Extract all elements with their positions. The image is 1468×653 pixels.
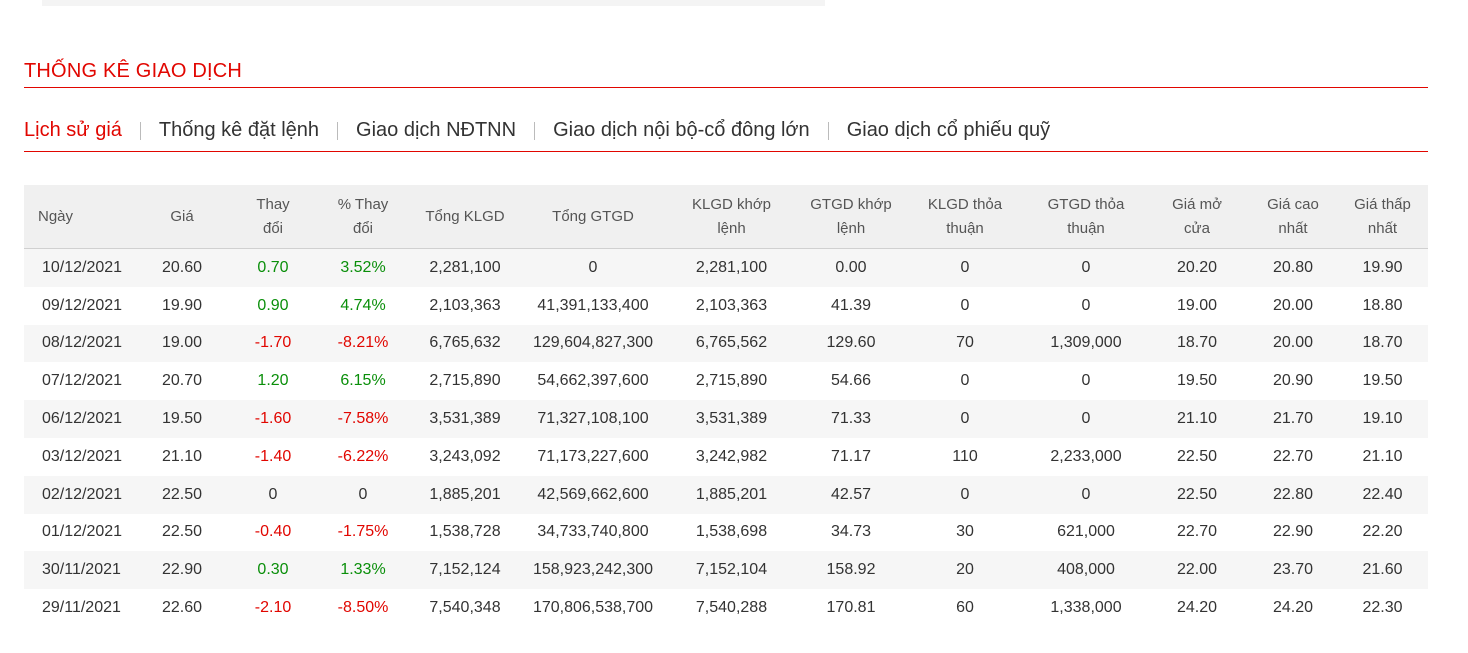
cell-high-price: 20.80 xyxy=(1272,258,1314,276)
tab-insider-trading[interactable]: Giao dịch nội bộ-cổ đông lớn xyxy=(553,119,810,141)
header-label-line: lệnh xyxy=(836,219,866,237)
cell-price: 19.00 xyxy=(161,334,203,352)
cell-low-price: 22.40 xyxy=(1362,485,1403,503)
cell-change: -0.40 xyxy=(254,523,292,541)
cell-matched-volume: 2,281,100 xyxy=(695,258,768,276)
header-label-line: KLGD khớp xyxy=(691,195,772,213)
cell-negotiated-volume: 70 xyxy=(956,334,974,352)
cell-negotiated-value: 0 xyxy=(1081,258,1091,276)
header-label-line: % Thay xyxy=(337,195,389,213)
stats-tabs xyxy=(24,119,1050,142)
cell-total-volume: 3,531,389 xyxy=(429,410,501,428)
cell-negotiated-volume: 0 xyxy=(960,296,970,314)
header-label-line: nhất xyxy=(1278,219,1308,237)
cell-low-price: 22.30 xyxy=(1362,599,1403,617)
cell-open-price: 18.70 xyxy=(1176,334,1218,352)
cell-negotiated-volume: 0 xyxy=(960,485,970,503)
tab-order-stats[interactable]: Thống kê đặt lệnh xyxy=(158,119,320,141)
cell-date: 02/12/2021 xyxy=(42,485,123,503)
cell-open-price: 22.00 xyxy=(1176,561,1218,579)
cell-total-value: 54,662,397,600 xyxy=(537,372,649,390)
cell-percent-change: 4.74% xyxy=(340,296,386,314)
cell-matched-value: 129.60 xyxy=(826,334,876,352)
cell-open-price: 19.50 xyxy=(1176,372,1218,390)
cell-negotiated-value: 2,233,000 xyxy=(1050,447,1122,465)
cell-percent-change: -1.75% xyxy=(337,523,389,541)
cell-negotiated-value: 0 xyxy=(1081,410,1091,428)
header-low-price xyxy=(1337,185,1428,249)
cell-percent-change: -8.21% xyxy=(337,334,389,352)
cell-change: 0.90 xyxy=(257,296,289,314)
cell-change: -1.40 xyxy=(254,447,292,465)
section-title-rule xyxy=(24,87,1428,88)
cell-percent-change: -7.58% xyxy=(337,410,389,428)
header-label-line: Tổng KLGD xyxy=(425,207,505,225)
header-label-line: thuận xyxy=(946,219,984,237)
top-divider-bar xyxy=(42,0,825,6)
cell-total-value: 129,604,827,300 xyxy=(532,334,654,352)
table-header-row xyxy=(24,185,1428,249)
cell-percent-change: 6.15% xyxy=(340,372,386,390)
header-label-line: lệnh xyxy=(717,219,746,237)
cell-matched-value: 34.73 xyxy=(830,523,872,541)
tab-foreign-investors[interactable]: Giao dịch NĐTNN xyxy=(356,119,517,141)
header-label-line: Giá xyxy=(170,207,194,225)
cell-date: 08/12/2021 xyxy=(42,334,123,352)
cell-matched-value: 54.66 xyxy=(830,372,872,390)
cell-total-value: 42,569,662,600 xyxy=(537,485,649,503)
cell-matched-volume: 7,152,104 xyxy=(695,561,768,579)
tab-treasury-shares[interactable]: Giao dịch cổ phiếu quỹ xyxy=(846,119,1051,141)
header-label-line: thuận xyxy=(1067,219,1105,237)
cell-low-price: 19.90 xyxy=(1362,258,1403,276)
cell-negotiated-value: 0 xyxy=(1081,485,1091,503)
cell-negotiated-value: 0 xyxy=(1081,296,1091,314)
cell-price: 20.60 xyxy=(161,258,203,276)
cell-open-price: 19.00 xyxy=(1176,296,1218,314)
cell-matched-value: 71.17 xyxy=(830,447,872,465)
cell-open-price: 24.20 xyxy=(1176,599,1218,617)
cell-price: 22.60 xyxy=(161,599,203,617)
cell-matched-volume: 1,885,201 xyxy=(695,485,768,503)
tab-separator xyxy=(140,122,141,140)
cell-high-price: 20.00 xyxy=(1272,296,1314,314)
cell-negotiated-volume: 0 xyxy=(960,372,970,390)
cell-open-price: 22.70 xyxy=(1176,523,1218,541)
header-label-line: Tổng GTGD xyxy=(552,207,634,225)
header-label-line: đổi xyxy=(352,219,374,237)
cell-negotiated-value: 408,000 xyxy=(1057,561,1115,579)
header-label-line: Giá thấp xyxy=(1354,195,1411,213)
header-label-line: cửa xyxy=(1184,219,1210,237)
tab-separator xyxy=(534,122,535,140)
header-matched-value xyxy=(799,185,903,249)
cell-low-price: 19.10 xyxy=(1362,410,1403,428)
header-label-line: Giá cao xyxy=(1267,195,1319,213)
cell-price: 19.50 xyxy=(161,410,203,428)
cell-open-price: 22.50 xyxy=(1176,485,1218,503)
cell-matched-volume: 7,540,288 xyxy=(695,599,768,617)
section-title: THỐNG KÊ GIAO DỊCH xyxy=(24,60,243,82)
cell-open-price: 20.20 xyxy=(1176,258,1218,276)
cell-percent-change: 1.33% xyxy=(340,561,386,579)
cell-low-price: 22.20 xyxy=(1362,523,1403,541)
header-price xyxy=(136,185,228,249)
table-row xyxy=(24,325,1428,363)
table-row xyxy=(24,249,1428,287)
cell-negotiated-volume: 20 xyxy=(956,561,974,579)
cell-price: 20.70 xyxy=(161,372,203,390)
cell-date: 07/12/2021 xyxy=(42,372,123,390)
header-label-line: GTGD thỏa xyxy=(1047,195,1125,213)
cell-high-price: 22.90 xyxy=(1272,523,1314,541)
table-row xyxy=(24,514,1428,552)
cell-matched-value: 42.57 xyxy=(830,485,872,503)
header-open-price xyxy=(1145,185,1249,249)
cell-change: 0.30 xyxy=(257,561,289,579)
cell-negotiated-volume: 110 xyxy=(952,447,978,465)
cell-total-volume: 2,715,890 xyxy=(429,372,501,390)
header-label-line: Thay xyxy=(256,195,290,213)
header-label-line: nhất xyxy=(1367,219,1398,237)
cell-negotiated-value: 1,309,000 xyxy=(1050,334,1122,352)
header-label-line: KLGD thỏa xyxy=(927,195,1003,213)
cell-high-price: 22.80 xyxy=(1272,485,1314,503)
cell-total-volume: 7,152,124 xyxy=(429,561,501,579)
cell-matched-value: 158.92 xyxy=(826,561,876,579)
cell-negotiated-volume: 0 xyxy=(960,258,970,276)
cell-percent-change: -6.22% xyxy=(337,447,389,465)
cell-negotiated-value: 621,000 xyxy=(1057,523,1115,541)
header-label-line: đổi xyxy=(262,219,284,237)
cell-high-price: 20.90 xyxy=(1272,372,1314,390)
cell-high-price: 23.70 xyxy=(1272,561,1314,579)
cell-change: 0 xyxy=(268,485,278,503)
cell-low-price: 18.70 xyxy=(1362,334,1403,352)
cell-high-price: 20.00 xyxy=(1272,334,1314,352)
cell-total-volume: 6,765,632 xyxy=(429,334,501,352)
cell-total-volume: 2,103,363 xyxy=(429,296,501,314)
header-label-line: GTGD khớp xyxy=(810,195,892,213)
cell-change: 0.70 xyxy=(257,258,289,276)
cell-percent-change: -8.50% xyxy=(337,599,389,617)
header-percent-change xyxy=(318,185,408,249)
cell-total-volume: 1,538,728 xyxy=(429,523,501,541)
header-label-line: Ngày xyxy=(38,207,74,225)
cell-percent-change: 3.52% xyxy=(340,258,386,276)
cell-total-value: 158,923,242,300 xyxy=(532,561,654,579)
cell-open-price: 22.50 xyxy=(1176,447,1218,465)
cell-high-price: 22.70 xyxy=(1272,447,1314,465)
cell-negotiated-volume: 30 xyxy=(956,523,974,541)
cell-matched-value: 71.33 xyxy=(830,410,872,428)
table-body xyxy=(24,249,1428,627)
cell-date: 03/12/2021 xyxy=(42,447,123,465)
table-row xyxy=(24,438,1428,476)
cell-low-price: 21.60 xyxy=(1362,561,1403,579)
cell-total-value: 170,806,538,700 xyxy=(532,599,654,617)
table-row xyxy=(24,362,1428,400)
header-label-line: Giá mở xyxy=(1172,195,1222,213)
cell-total-volume: 3,243,092 xyxy=(429,447,501,465)
header-matched-volume xyxy=(664,185,799,249)
table-row xyxy=(24,287,1428,325)
cell-total-volume: 2,281,100 xyxy=(429,258,501,276)
cell-negotiated-volume: 0 xyxy=(960,410,970,428)
header-total-value xyxy=(522,185,664,249)
cell-negotiated-value: 1,338,000 xyxy=(1050,599,1122,617)
cell-percent-change: 0 xyxy=(358,485,368,503)
tab-separator xyxy=(337,122,338,140)
header-total-volume xyxy=(408,185,522,249)
cell-negotiated-value: 0 xyxy=(1081,372,1091,390)
cell-total-value: 71,173,227,600 xyxy=(537,447,649,465)
cell-high-price: 21.70 xyxy=(1272,410,1314,428)
cell-change: -2.10 xyxy=(254,599,292,617)
tab-separator xyxy=(828,122,829,140)
cell-total-value: 71,327,108,100 xyxy=(537,410,649,428)
cell-open-price: 21.10 xyxy=(1176,410,1218,428)
cell-matched-value: 170.81 xyxy=(826,599,876,617)
cell-matched-volume: 6,765,562 xyxy=(695,334,768,352)
cell-total-value: 34,733,740,800 xyxy=(537,523,649,541)
cell-total-volume: 1,885,201 xyxy=(429,485,501,503)
tabs-rule xyxy=(24,151,1428,152)
cell-date: 10/12/2021 xyxy=(42,258,123,276)
cell-price: 22.90 xyxy=(161,561,203,579)
cell-matched-volume: 2,715,890 xyxy=(695,372,768,390)
cell-price: 21.10 xyxy=(161,447,203,465)
cell-matched-volume: 3,242,982 xyxy=(695,447,768,465)
cell-low-price: 19.50 xyxy=(1362,372,1403,390)
cell-matched-volume: 3,531,389 xyxy=(695,410,768,428)
cell-matched-volume: 2,103,363 xyxy=(695,296,768,314)
header-negotiated-volume xyxy=(903,185,1027,249)
header-change xyxy=(228,185,318,249)
cell-date: 09/12/2021 xyxy=(42,296,123,314)
cell-matched-value: 0.00 xyxy=(835,258,867,276)
cell-low-price: 21.10 xyxy=(1362,447,1403,465)
cell-negotiated-volume: 60 xyxy=(956,599,974,617)
cell-price: 19.90 xyxy=(161,296,203,314)
table-row xyxy=(24,400,1428,438)
cell-change: -1.70 xyxy=(254,334,292,352)
table-row xyxy=(24,589,1428,627)
cell-date: 29/11/2021 xyxy=(42,599,121,617)
cell-date: 01/12/2021 xyxy=(42,523,123,541)
cell-matched-volume: 1,538,698 xyxy=(695,523,768,541)
header-negotiated-value xyxy=(1027,185,1145,249)
cell-total-volume: 7,540,348 xyxy=(429,599,501,617)
cell-price: 22.50 xyxy=(161,523,203,541)
cell-change: 1.20 xyxy=(257,372,289,390)
cell-price: 22.50 xyxy=(161,485,203,503)
cell-high-price: 24.20 xyxy=(1272,599,1314,617)
tab-price-history[interactable]: Lịch sử giá xyxy=(24,119,122,141)
header-date xyxy=(24,185,136,249)
table-row xyxy=(24,551,1428,589)
cell-date: 06/12/2021 xyxy=(42,410,123,428)
cell-low-price: 18.80 xyxy=(1362,296,1403,314)
header-high-price xyxy=(1249,185,1337,249)
price-history-table xyxy=(24,185,1428,627)
cell-change: -1.60 xyxy=(254,410,292,428)
table-row xyxy=(24,476,1428,514)
cell-total-value: 0 xyxy=(588,258,598,276)
cell-total-value: 41,391,133,400 xyxy=(537,296,649,314)
cell-matched-value: 41.39 xyxy=(830,296,872,314)
cell-date: 30/11/2021 xyxy=(42,561,121,579)
